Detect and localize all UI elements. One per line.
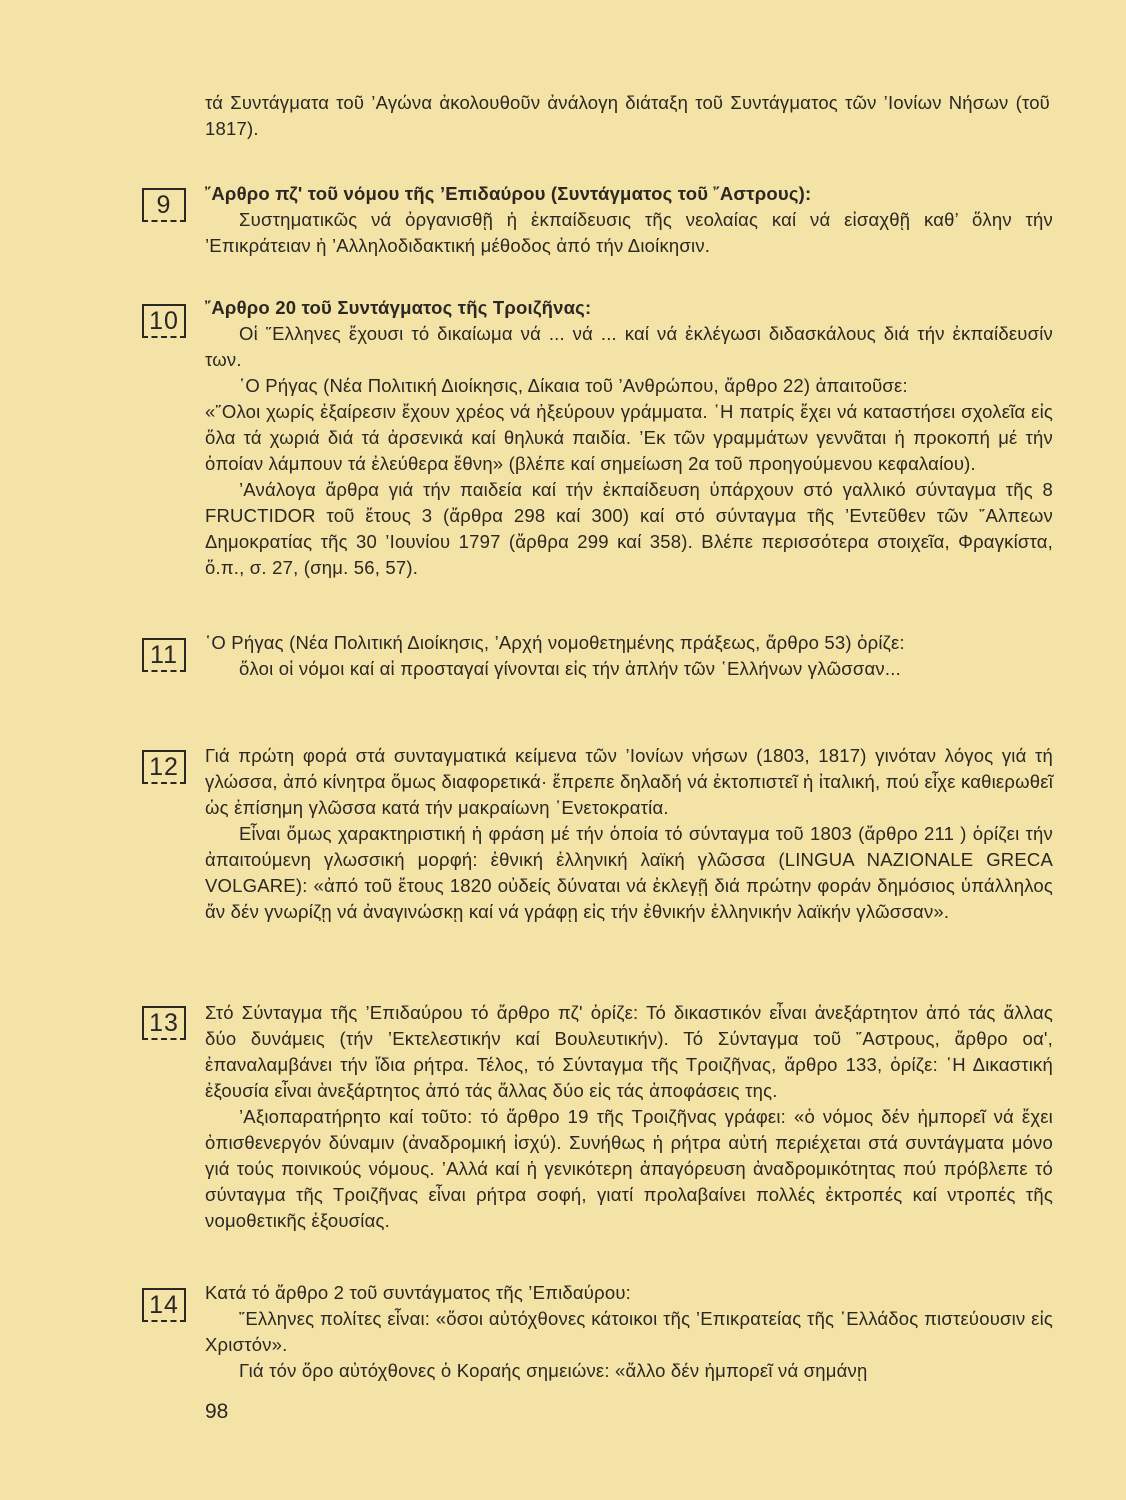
- note-paragraph: Εἶναι ὅμως χαρακτηριστική ἡ φράση μέ τήν ὁποία τό σύνταγμα τοῦ 1803 (ἄρθρο 211 ) ὁρίζει τήν ἀπαιτούμενη γλωσσική μορφή: ἐθνική ἑλληνική λαϊκή γλῶσσα (LINGUA NAZIONALE GRECA VOLGARE): «ἀπό τοῦ ἔτους 1820 οὐδείς δύναται νά ἐκλεγῇ διά πρώτην φοράν δημόσιος ὑπάλληλος ἄν δέν γνωρίζῃ νά ἀναγινώσκῃ καί νά γράφῃ εἰς τήν ἐθνικήν ἑλληνικήν λαϊκήν γλῶσσαν».: [205, 823, 1053, 922]
- note-paragraph: ’Αξιοπαρατήρητο καί τοῦτο: τό ἄρθρο 19 τῆς Τροιζῆνας γράφει: «ὁ νόμος δέν ἠμπορεῖ νά ἔχει ὀπισθενεργόν δύναμιν (ἀναδρομική ἰσχύ). Συνήθως ἡ ρήτρα αὐτή περιέχεται στά συντάγματα μόνο γιά τούς ποινικούς νόμους. ’Αλλά καί ἡ γενικότερη ἀπαγόρευση ἀναδρομικότητας πού πρόβλεπε τό σύνταγμα τῆς Τροιζῆνας εἶναι ρήτρα σοφή, γιατί προλαβαίνει πολλές ἐκτροπές καί ντροπές τῆς νομοθετικῆς ἐξουσίας.: [205, 1106, 1053, 1231]
- note-paragraph: ὅλοι οἱ νόμοι καί αἱ προσταγαί γίνονται εἰς τήν ἁπλήν τῶν ῾Ελλήνων γλῶσσαν...: [239, 658, 901, 679]
- note-paragraph: «῞Ολοι χωρίς ἐξαίρεσιν ἔχουν χρέος νά ἠξεύρουν γράμματα. ῾Η πατρίς ἔχει νά καταστήσει σχολεῖα εἰς ὅλα τά χωριά διά τά ἀρσενικά καί θηλυκά παιδία. ’Εκ τῶν γραμμάτων γεννᾶται ἡ προκοπή μέ τήν ὁποίαν λάμπουν τά ἐλεύθερα ἔθνη» (βλέπε καί σημείωση 2α τοῦ προηγούμενου κεφαλαίου).: [205, 401, 1053, 474]
- note-paragraph: ῞Ελληνες πολίτες εἶναι: «ὅσοι αὐτόχθονες κάτοικοι τῆς ’Επικρατείας τῆς ῾Ελλάδος πιστεύουσιν εἰς Χριστόν».: [205, 1308, 1053, 1355]
- note-marker-10: 10: [142, 304, 186, 338]
- note-10: [205, 295, 1053, 581]
- note-marker-11: 11: [142, 638, 186, 672]
- note-heading: ῎Αρθρο 20 τοῦ Συντάγματος τῆς Τροιζῆνας:: [205, 297, 592, 318]
- note-paragraph: Συστηματικῶς νά ὀργανισθῇ ἡ ἐκπαίδευσις τῆς νεολαίας καί νά εἰσαχθῇ καθ’ ὅλην τήν ’Επικράτειαν ἡ ’Αλληλοδιδακτική μέθοδος ἀπό τήν Διοίκησιν.: [205, 209, 1053, 256]
- note-marker-14: 14: [142, 1288, 186, 1322]
- note-paragraph: Οἱ ῞Ελληνες ἔχουσι τό δικαίωμα νά ... νά ... καί νά ἐκλέγωσι διδασκάλους διά τήν ἐκπαίδευσίν των.: [205, 323, 1053, 370]
- note-paragraph: ’Ανάλογα ἄρθρα γιά τήν παιδεία καί τήν ἐκπαίδευση ὑπάρχουν στό γαλλικό σύνταγμα τῆς 8 FRUCTIDOR τοῦ ἔτους 3 (ἄρθρα 298 καί 300) καί στό σύνταγμα τῆς ’Εντεῦθεν τῶν ῎Αλπεων Δημοκρατίας τῆς 30 ’Ιουνίου 1797 (ἄρθρα 299 καί 358). Βλέπε περισσότερα στοιχεῖα, Φραγκίστα, ὅ.π., σ. 27, (σημ. 56, 57).: [205, 479, 1053, 578]
- intro-text: [205, 90, 1050, 142]
- note-marker-9: 9: [142, 188, 186, 222]
- note-paragraph: Στό Σύνταγμα τῆς ’Επιδαύρου τό ἄρθρο πζ' ὁρίζε: Τό δικαστικόν εἶναι ἀνεξάρτητον ἀπό τάς ἄλλας δύο δυνάμεις (τήν ’Εκτελεστικήν καί Βουλευτικήν). Τό Σύνταγμα τοῦ ῎Αστρους, ἄρθρο οα', ἐπαναλαμβάνει τήν ἴδια ρήτρα. Τέλος, τό Σύνταγμα τῆς Τροιζῆνας, ἄρθρο 133, ὁρίζε: ῾Η Δικαστική ἐξουσία εἶναι ἀνεξάρτητος ἀπό τάς ἄλλας δύο εἰς τάς ἀποφάσεις της.: [205, 1002, 1053, 1101]
- note-12: [205, 743, 1053, 925]
- note-14: [205, 1280, 1053, 1384]
- intro-paragraph: τά Συντάγματα τοῦ ’Αγώνα ἀκολουθοῦν ἀνάλογη διάταξη τοῦ Συντάγματος τῶν ’Ιονίων Νήσων (τοῦ 1817).: [205, 92, 1050, 139]
- note-13: [205, 1000, 1053, 1234]
- note-paragraph: ῾Ο Ρήγας (Νέα Πολιτική Διοίκησις, Δίκαια τοῦ ’Ανθρώπου, ἄρθρο 22) ἀπαιτοῦσε:: [239, 375, 908, 396]
- note-9: [205, 181, 1053, 259]
- note-heading: ῎Αρθρο πζ' τοῦ νόμου τῆς ’Επιδαύρου (Συντάγματος τοῦ ῎Αστρους):: [205, 183, 812, 204]
- note-paragraph: Κατά τό ἄρθρο 2 τοῦ συντάγματος τῆς ’Επιδαύρου:: [205, 1282, 631, 1303]
- note-paragraph: Γιά τόν ὅρο αὐτόχθονες ὁ Κοραής σημειώνε: «ἄλλο δέν ἠμπορεῖ νά σημάνῃ: [239, 1360, 868, 1381]
- note-paragraph: ῾Ο Ρήγας (Νέα Πολιτική Διοίκησις, ’Αρχή νομοθετημένης πράξεως, ἄρθρο 53) ὁρίζε:: [205, 632, 905, 653]
- note-marker-13: 13: [142, 1006, 186, 1040]
- note-marker-12: 12: [142, 750, 186, 784]
- note-paragraph: Γιά πρώτη φορά στά συνταγματικά κείμενα τῶν ’Ιονίων νήσων (1803, 1817) γινόταν λόγος γιά τή γλώσσα, ἀπό κίνητρα ὅμως διαφορετικά· ἔπρεπε δηλαδή νά ἐκτοπιστεῖ ἡ ἰταλική, πού εἶχε καθιερωθεῖ ὡς ἐπίσημη γλῶσσα κατά τήν μακραίωνη ῾Ενετοκρατία.: [205, 745, 1053, 818]
- page-number: 98: [205, 1400, 229, 1423]
- note-11: [205, 630, 1053, 682]
